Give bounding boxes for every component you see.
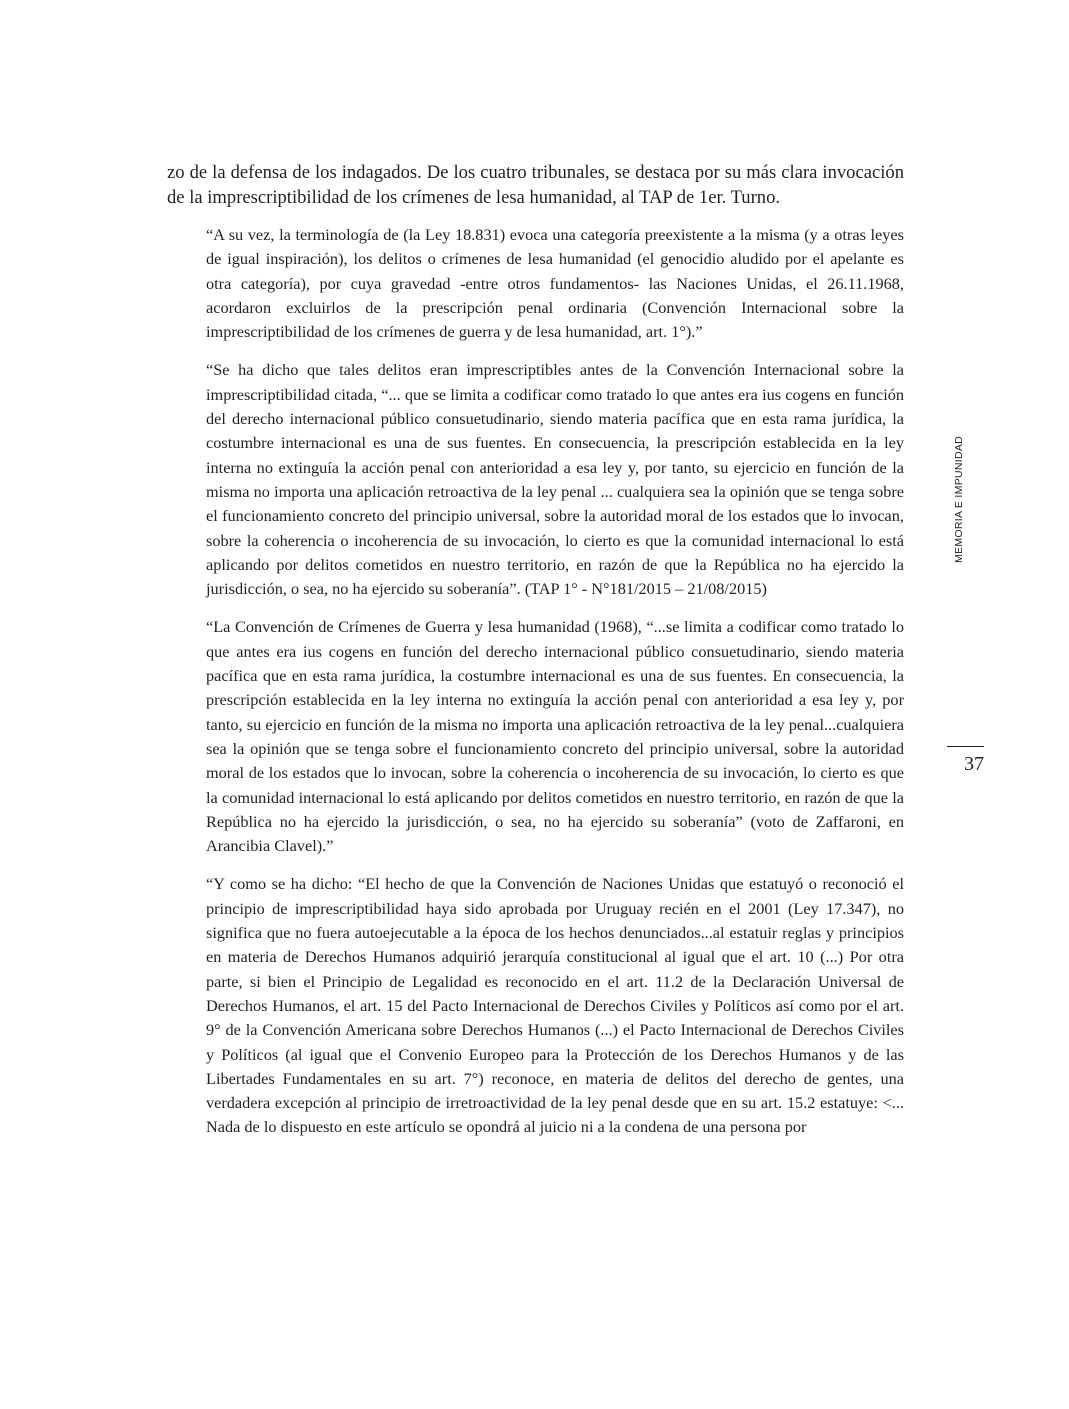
block-quote-text: “Y como se ha dicho: “El hecho de que la Convención de Naciones Unidas que estatuyó o reconoció el principio de imprescriptibilidad haya sido aprobada por Uruguay recién en el 2001 (Ley 17.347), no significa que no fuera autoejecutable a la época de los hechos denunciados...al estatuir reglas y principios en materia de Derechos Humanos adquirió jerarquía constitucional al igual que el art. 10 (...) Por otra parte, si bien el Principio de Legalidad es reconocido en el art. 11.2 de la Declaración Universal de Derechos Humanos, el art. 15 del Pacto Internacional de Derechos Civiles y Políticos así como por el art. 9° de la Convención Americana sobre Derechos Humanos (...) el Pacto Internacional de Derechos Civiles y Políticos (al igual que el Convenio Europeo para la Protección de los Derechos Humanos y de las Libertades Fundamentales en su art. 7°) reconoce, en materia de delitos del derecho de gentes, una verdadera excepción al principio de irretroactividad de la ley penal desde que en su art. 15.2 estatuye: <... Nada de lo dispuesto en este artículo se opondrá al juicio ni a la condena de una persona por xyxy=(206,874,904,1137)
block-quote-3 xyxy=(206,615,904,858)
block-quote-text: “La Convención de Crímenes de Guerra y lesa humanidad (1968), “...se limita a codificar como tratado lo que antes era ius cogens en función del derecho internacional público consuetudinario, siendo materia pacífica que en esta rama jurídica, la costumbre internacional es una de sus fuentes. En consecuencia, la prescripción establecida en la ley interna no extinguía la acción penal con anterioridad a esa ley y, por tanto, su ejercicio en función de la misma no importa una aplicación retroactiva de la ley penal...cualquiera sea la opinión que se tenga sobre el funcionamiento concreto del principio universal, sobre la autoridad moral de los estados que lo invocan, sobre la coherencia o incoherencia de su invocación, lo cierto es que la comunidad internacional lo está aplicando por delitos cometidos en nuestro territorio, en razón de que la República no ha ejercido la jurisdicción, o sea, no ha ejercido su soberanía” (voto de Zaffaroni, en Arancibia Clavel).” xyxy=(206,617,904,856)
text-column xyxy=(167,160,904,1154)
block-quote-2 xyxy=(206,358,904,601)
block-quote-1 xyxy=(206,223,904,344)
page-number: 37 xyxy=(964,753,984,775)
block-quote-text: “Se ha dicho que tales delitos eran imprescriptibles antes de la Convención Internacional sobre la imprescriptibilidad citada, “... que se limita a codificar como tratado lo que antes era ius cogens en función del derecho internacional público consuetudinario, siendo materia pacífica que en esta rama jurídica, la costumbre internacional es una de sus fuentes. En consecuencia, la prescripción establecida en la ley interna no extinguía la acción penal con anterioridad a esa ley y, por tanto, su ejercicio en función de la misma no importa una aplicación retroactiva de la ley penal ... cualquiera sea la opinión que se tenga sobre el funcionamiento concreto del principio universal, sobre la autoridad moral de los estados que lo invocan, sobre la coherencia o incoherencia de su invocación, lo cierto es que la comunidad internacional lo está aplicando por delitos cometidos en nuestro territorio, en razón de que la República no ha ejercido la jurisdicción, o sea, no ha ejercido su soberanía”. (TAP 1° - N°181/2015 – 21/08/2015) xyxy=(206,360,904,599)
lead-paragraph: zo de la defensa de los indagados. De los cuatro tribunales, se destaca por su más clara invocación de la imprescriptibilidad de los crímenes de lesa humanidad, al TAP de 1er. Turno. xyxy=(167,162,904,208)
block-quote-text: “A su vez, la terminología de (la Ley 18.831) evoca una categoría preexistente a la misma (y a otras leyes de igual inspiración), los delitos o crímenes de lesa humanidad (el genocidio aludido por el apelante es otra categoría), por cuya gravedad -entre otros fundamentos- las Naciones Unidas, el 26.11.1968, acordaron excluirlos de la prescripción penal ordinaria (Convención Internacional sobre la imprescriptibilidad de los crímenes de guerra y de lesa humanidad, art. 1°).” xyxy=(206,225,904,342)
block-quote-4 xyxy=(206,872,904,1139)
page-number-rule xyxy=(947,746,984,747)
running-title: MEMORIA E IMPUNIDAD xyxy=(953,435,965,563)
